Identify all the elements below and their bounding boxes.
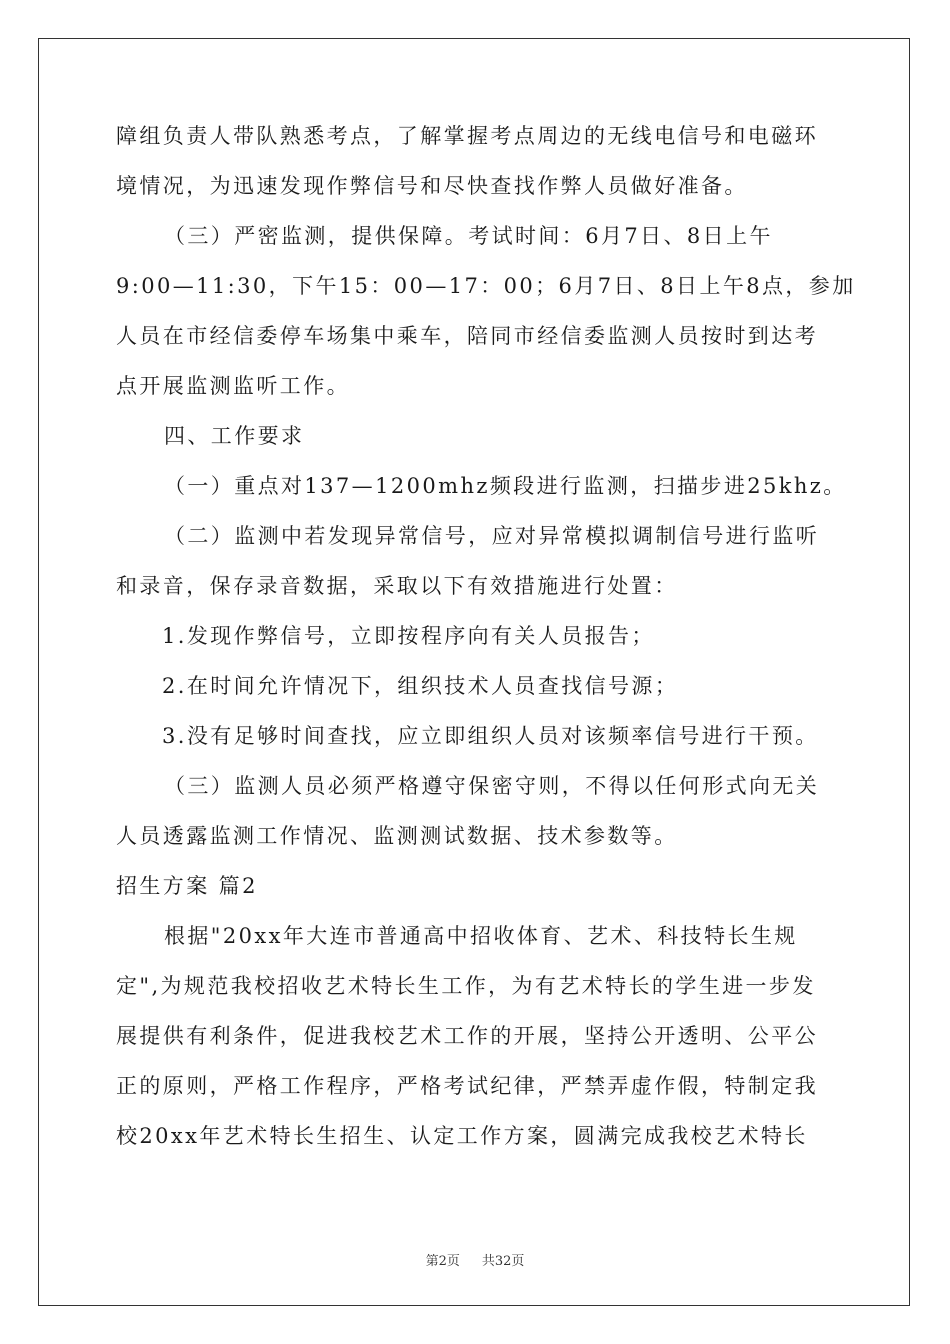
list-item: 3.没有足够时间查找，应立即组织人员对该频率信号进行干预。: [162, 724, 819, 748]
paragraph-line: （三）监测人员必须严格遵守保密守则，不得以任何形式向无关: [164, 774, 820, 798]
page-number: 第2页: [425, 1254, 460, 1269]
paragraph-line: 人员透露监测工作情况、监测测试数据、技术参数等。: [116, 824, 678, 848]
paragraph-line: 点开展监测监听工作。: [116, 374, 350, 398]
paragraph-line: （一）重点对137—1200mhz频段进行监测，扫描步进25khz。: [164, 474, 847, 498]
paragraph-line: 展提供有利条件，促进我校艺术工作的开展，坚持公开透明、公平公: [116, 1024, 818, 1048]
paragraph-line: （二）监测中若发现异常信号，应对异常模拟调制信号进行监听: [164, 524, 820, 548]
list-item: 1.发现作弊信号，立即按程序向有关人员报告；: [162, 624, 655, 648]
paragraph-line: 定",为规范我校招收艺术特长生工作，为有艺术特长的学生进一步发: [116, 974, 816, 998]
paragraph-line: 障组负责人带队熟悉考点，了解掌握考点周边的无线电信号和电磁环: [116, 124, 818, 148]
paragraph-line: 校20xx年艺术特长生招生、认定工作方案，圆满完成我校艺术特长: [116, 1124, 808, 1148]
list-item: 2.在时间允许情况下，组织技术人员查找信号源；: [162, 674, 679, 698]
paragraph-line: （三）严密监测，提供保障。考试时间：6月7日、8日上午: [164, 224, 773, 248]
page-footer: [0, 1250, 950, 1269]
paragraph-line: 根据"20xx年大连市普通高中招收体育、艺术、科技特长生规: [164, 924, 798, 948]
paragraph-line: 和录音，保存录音数据，采取以下有效措施进行处置：: [116, 574, 678, 598]
paragraph-line: 正的原则，严格工作程序，严格考试纪律，严禁弄虚作假，特制定我: [116, 1074, 818, 1098]
paragraph-line: 境情况，为迅速发现作弊信号和尽快查找作弊人员做好准备。: [116, 174, 748, 198]
paragraph-line: 9:00—11:30，下午15：00—17：00；6月7日、8日上午8点，参加: [116, 274, 856, 298]
page-total: 共32页: [481, 1254, 525, 1269]
section-title: 招生方案 篇2: [116, 874, 258, 898]
paragraph-line: 人员在市经信委停车场集中乘车，陪同市经信委监测人员按时到达考: [116, 324, 818, 348]
section-heading: 四、工作要求: [164, 424, 305, 448]
